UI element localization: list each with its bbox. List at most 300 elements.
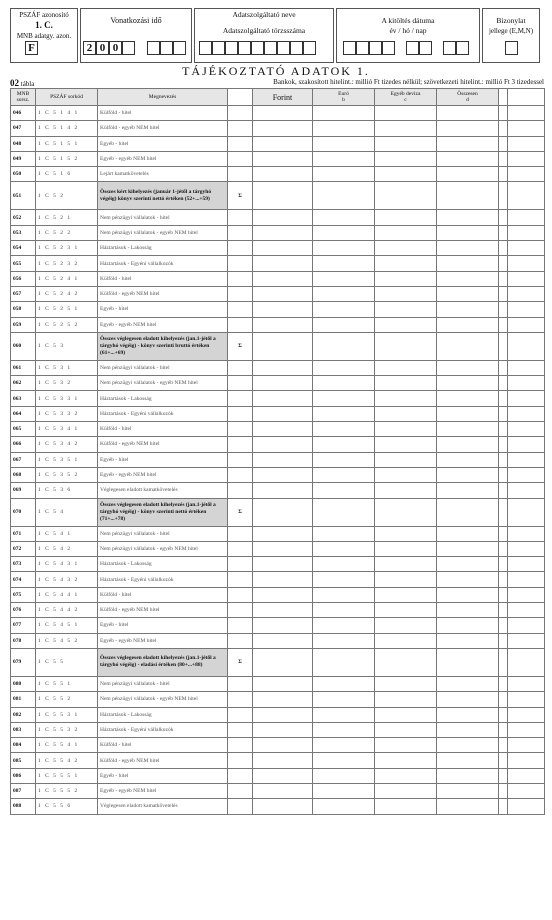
total-value-cell[interactable] xyxy=(437,391,499,406)
forint-value-cell[interactable] xyxy=(253,241,313,256)
extra-value-cell[interactable] xyxy=(508,707,545,722)
forint-value-cell[interactable] xyxy=(253,360,313,375)
row-code: 069 xyxy=(11,483,36,498)
extra-value-cell[interactable] xyxy=(508,783,545,798)
other-currency-value-cell[interactable] xyxy=(375,452,437,467)
euro-value-cell[interactable] xyxy=(313,753,375,768)
euro-value-cell[interactable] xyxy=(313,738,375,753)
total-value-cell[interactable] xyxy=(437,452,499,467)
row-description: Háztartások - Lakosság xyxy=(98,391,228,406)
total-value-cell[interactable] xyxy=(437,692,499,707)
row-gap xyxy=(228,422,253,437)
other-currency-value-cell[interactable] xyxy=(375,136,437,151)
total-value-cell[interactable] xyxy=(437,541,499,556)
date-digit[interactable] xyxy=(343,41,356,55)
extra-value-cell[interactable] xyxy=(508,692,545,707)
table-row xyxy=(11,467,545,482)
extra-value-cell[interactable] xyxy=(508,738,545,753)
table-row xyxy=(11,483,545,498)
date-digit[interactable] xyxy=(443,41,456,55)
extra-value-cell[interactable] xyxy=(508,182,545,210)
forint-value-cell[interactable] xyxy=(253,182,313,210)
euro-value-cell[interactable] xyxy=(313,676,375,691)
row-description: Egyéb - hitel xyxy=(98,768,228,783)
total-value-cell[interactable] xyxy=(437,738,499,753)
extra-value-cell[interactable] xyxy=(508,271,545,286)
euro-value-cell[interactable] xyxy=(313,271,375,286)
other-currency-value-cell[interactable] xyxy=(375,121,437,136)
extra-value-cell[interactable] xyxy=(508,286,545,301)
extra-value-cell[interactable] xyxy=(508,225,545,240)
euro-value-cell[interactable] xyxy=(313,121,375,136)
other-currency-value-cell[interactable] xyxy=(375,332,437,360)
total-value-cell[interactable] xyxy=(437,483,499,498)
table-row xyxy=(11,210,545,225)
total-value-cell[interactable] xyxy=(437,722,499,737)
other-currency-value-cell[interactable] xyxy=(375,406,437,421)
row-pszaf-code: 1 C 5 3 5 2 xyxy=(36,467,98,482)
mnb-id-field[interactable]: F xyxy=(25,41,38,55)
other-currency-value-cell[interactable] xyxy=(375,648,437,676)
extra-value-cell[interactable] xyxy=(508,467,545,482)
total-value-cell[interactable] xyxy=(437,572,499,587)
total-value-cell[interactable] xyxy=(437,406,499,421)
euro-value-cell[interactable] xyxy=(313,106,375,121)
row-spacer xyxy=(499,121,508,136)
total-value-cell[interactable] xyxy=(437,676,499,691)
other-currency-value-cell[interactable] xyxy=(375,753,437,768)
date-digit[interactable] xyxy=(456,41,469,55)
date-digit[interactable] xyxy=(369,41,382,55)
forint-value-cell[interactable] xyxy=(253,376,313,391)
total-value-cell[interactable] xyxy=(437,603,499,618)
date-digit[interactable] xyxy=(419,41,432,55)
euro-value-cell[interactable] xyxy=(313,707,375,722)
euro-value-cell[interactable] xyxy=(313,302,375,317)
euro-value-cell[interactable] xyxy=(313,768,375,783)
euro-value-cell[interactable] xyxy=(313,633,375,648)
euro-value-cell[interactable] xyxy=(313,541,375,556)
row-description: Nem pénzügyi vállalatok - egyéb NEM hitel xyxy=(98,225,228,240)
extra-value-cell[interactable] xyxy=(508,391,545,406)
euro-value-cell[interactable] xyxy=(313,572,375,587)
extra-value-cell[interactable] xyxy=(508,406,545,421)
euro-value-cell[interactable] xyxy=(313,557,375,572)
date-digit[interactable] xyxy=(382,41,395,55)
forint-value-cell[interactable] xyxy=(253,106,313,121)
row-gap xyxy=(228,241,253,256)
total-value-cell[interactable] xyxy=(437,437,499,452)
other-currency-value-cell[interactable] xyxy=(375,167,437,182)
row-spacer xyxy=(499,498,508,526)
forint-value-cell[interactable] xyxy=(253,391,313,406)
extra-value-cell[interactable] xyxy=(508,256,545,271)
forint-value-cell[interactable] xyxy=(253,753,313,768)
forint-value-cell[interactable] xyxy=(253,707,313,722)
col-other-label: Egyéb deviza xyxy=(390,91,421,97)
other-currency-value-cell[interactable] xyxy=(375,467,437,482)
row-code: 056 xyxy=(11,271,36,286)
forint-value-cell[interactable] xyxy=(253,121,313,136)
euro-value-cell[interactable] xyxy=(313,467,375,482)
forint-value-cell[interactable] xyxy=(253,783,313,798)
extra-value-cell[interactable] xyxy=(508,302,545,317)
provider-reg-cells xyxy=(199,41,316,59)
other-currency-value-cell[interactable] xyxy=(375,557,437,572)
other-currency-value-cell[interactable] xyxy=(375,271,437,286)
total-value-cell[interactable] xyxy=(437,422,499,437)
total-value-cell[interactable] xyxy=(437,799,499,814)
reg-digit[interactable] xyxy=(264,41,277,55)
forint-value-cell[interactable] xyxy=(253,799,313,814)
forint-value-cell[interactable] xyxy=(253,422,313,437)
forint-value-cell[interactable] xyxy=(253,618,313,633)
euro-value-cell[interactable] xyxy=(313,136,375,151)
other-currency-value-cell[interactable] xyxy=(375,286,437,301)
extra-value-cell[interactable] xyxy=(508,541,545,556)
forint-value-cell[interactable] xyxy=(253,722,313,737)
euro-value-cell[interactable] xyxy=(313,225,375,240)
row-gap xyxy=(228,376,253,391)
other-currency-value-cell[interactable] xyxy=(375,707,437,722)
other-currency-value-cell[interactable] xyxy=(375,692,437,707)
table-row xyxy=(11,376,545,391)
euro-value-cell[interactable] xyxy=(313,799,375,814)
col-euro-letter: b xyxy=(342,97,345,103)
total-value-cell[interactable] xyxy=(437,317,499,332)
total-value-cell[interactable] xyxy=(437,302,499,317)
extra-value-cell[interactable] xyxy=(508,452,545,467)
row-gap xyxy=(228,572,253,587)
total-value-cell[interactable] xyxy=(437,106,499,121)
row-code: 057 xyxy=(11,286,36,301)
other-currency-value-cell[interactable] xyxy=(375,572,437,587)
extra-value-cell[interactable] xyxy=(508,572,545,587)
table-row xyxy=(11,182,545,210)
total-value-cell[interactable] xyxy=(437,783,499,798)
row-description: Külföld - egyéb NEM hitel xyxy=(98,121,228,136)
row-code: 061 xyxy=(11,360,36,375)
row-code: 053 xyxy=(11,225,36,240)
forint-value-cell[interactable] xyxy=(253,603,313,618)
forint-value-cell[interactable] xyxy=(253,452,313,467)
euro-value-cell[interactable] xyxy=(313,452,375,467)
other-currency-value-cell[interactable] xyxy=(375,360,437,375)
euro-value-cell[interactable] xyxy=(313,182,375,210)
total-value-cell[interactable] xyxy=(437,286,499,301)
total-value-cell[interactable] xyxy=(437,768,499,783)
total-value-cell[interactable] xyxy=(437,121,499,136)
forint-value-cell[interactable] xyxy=(253,136,313,151)
euro-value-cell[interactable] xyxy=(313,692,375,707)
euro-value-cell[interactable] xyxy=(313,422,375,437)
table-row xyxy=(11,526,545,541)
other-currency-value-cell[interactable] xyxy=(375,182,437,210)
forint-value-cell[interactable] xyxy=(253,557,313,572)
other-currency-value-cell[interactable] xyxy=(375,106,437,121)
other-currency-value-cell[interactable] xyxy=(375,633,437,648)
extra-value-cell[interactable] xyxy=(508,498,545,526)
total-value-cell[interactable] xyxy=(437,587,499,602)
extra-value-cell[interactable] xyxy=(508,317,545,332)
euro-value-cell[interactable] xyxy=(313,241,375,256)
reg-digit[interactable] xyxy=(212,41,225,55)
extra-value-cell[interactable] xyxy=(508,722,545,737)
reg-digit[interactable] xyxy=(277,41,290,55)
extra-value-cell[interactable] xyxy=(508,618,545,633)
other-currency-value-cell[interactable] xyxy=(375,768,437,783)
row-gap xyxy=(228,753,253,768)
extra-value-cell[interactable] xyxy=(508,376,545,391)
col-extra xyxy=(508,89,545,106)
extra-value-cell[interactable] xyxy=(508,332,545,360)
date-digit[interactable] xyxy=(356,41,369,55)
other-currency-value-cell[interactable] xyxy=(375,799,437,814)
euro-value-cell[interactable] xyxy=(313,151,375,166)
row-pszaf-code: 1 C 5 5 xyxy=(36,648,98,676)
forint-value-cell[interactable] xyxy=(253,692,313,707)
forint-value-cell[interactable] xyxy=(253,151,313,166)
other-currency-value-cell[interactable] xyxy=(375,618,437,633)
euro-value-cell[interactable] xyxy=(313,498,375,526)
forint-value-cell[interactable] xyxy=(253,633,313,648)
extra-value-cell[interactable] xyxy=(508,648,545,676)
period-digit[interactable] xyxy=(122,41,135,55)
total-value-cell[interactable] xyxy=(437,241,499,256)
euro-value-cell[interactable] xyxy=(313,286,375,301)
euro-value-cell[interactable] xyxy=(313,648,375,676)
forint-value-cell[interactable] xyxy=(253,437,313,452)
forint-value-cell[interactable] xyxy=(253,317,313,332)
total-value-cell[interactable] xyxy=(437,167,499,182)
total-value-cell[interactable] xyxy=(437,210,499,225)
euro-value-cell[interactable] xyxy=(313,437,375,452)
period-digit[interactable]: 2 xyxy=(83,41,96,55)
table-row xyxy=(11,498,545,526)
extra-value-cell[interactable] xyxy=(508,167,545,182)
row-code: 051 xyxy=(11,182,36,210)
table-row xyxy=(11,225,545,240)
forint-value-cell[interactable] xyxy=(253,286,313,301)
extra-value-cell[interactable] xyxy=(508,526,545,541)
total-value-cell[interactable] xyxy=(437,633,499,648)
table-row xyxy=(11,332,545,360)
euro-value-cell[interactable] xyxy=(313,256,375,271)
row-spacer xyxy=(499,483,508,498)
other-currency-value-cell[interactable] xyxy=(375,526,437,541)
table-row xyxy=(11,360,545,375)
row-spacer xyxy=(499,225,508,240)
forint-value-cell[interactable] xyxy=(253,498,313,526)
other-currency-value-cell[interactable] xyxy=(375,317,437,332)
period-digit[interactable] xyxy=(147,41,160,55)
total-value-cell[interactable] xyxy=(437,256,499,271)
extra-value-cell[interactable] xyxy=(508,557,545,572)
period-digit[interactable] xyxy=(160,41,173,55)
other-currency-value-cell[interactable] xyxy=(375,302,437,317)
row-pszaf-code: 1 C 5 3 xyxy=(36,332,98,360)
total-value-cell[interactable] xyxy=(437,618,499,633)
other-currency-value-cell[interactable] xyxy=(375,391,437,406)
row-code: 085 xyxy=(11,753,36,768)
total-value-cell[interactable] xyxy=(437,225,499,240)
forint-value-cell[interactable] xyxy=(253,167,313,182)
other-currency-value-cell[interactable] xyxy=(375,210,437,225)
row-description: Külföld - egyéb NEM hitel xyxy=(98,753,228,768)
extra-value-cell[interactable] xyxy=(508,437,545,452)
extra-value-cell[interactable] xyxy=(508,753,545,768)
extra-value-cell[interactable] xyxy=(508,241,545,256)
row-gap xyxy=(228,437,253,452)
row-description: Egyéb - hitel xyxy=(98,452,228,467)
other-currency-value-cell[interactable] xyxy=(375,676,437,691)
extra-value-cell[interactable] xyxy=(508,121,545,136)
period-digit[interactable]: 0 xyxy=(96,41,109,55)
total-value-cell[interactable] xyxy=(437,467,499,482)
extra-value-cell[interactable] xyxy=(508,106,545,121)
euro-value-cell[interactable] xyxy=(313,332,375,360)
other-currency-value-cell[interactable] xyxy=(375,541,437,556)
forint-value-cell[interactable] xyxy=(253,302,313,317)
total-value-cell[interactable] xyxy=(437,136,499,151)
euro-value-cell[interactable] xyxy=(313,783,375,798)
row-description: Külföld - egyéb NEM hitel xyxy=(98,437,228,452)
euro-value-cell[interactable] xyxy=(313,526,375,541)
euro-value-cell[interactable] xyxy=(313,722,375,737)
table-row xyxy=(11,799,545,814)
extra-value-cell[interactable] xyxy=(508,483,545,498)
other-currency-value-cell[interactable] xyxy=(375,587,437,602)
forint-value-cell[interactable] xyxy=(253,768,313,783)
row-pszaf-code: 1 C 5 2 3 1 xyxy=(36,241,98,256)
other-currency-value-cell[interactable] xyxy=(375,738,437,753)
date-digit[interactable] xyxy=(406,41,419,55)
total-value-cell[interactable] xyxy=(437,648,499,676)
reg-digit[interactable] xyxy=(290,41,303,55)
total-value-cell[interactable] xyxy=(437,753,499,768)
forint-value-cell[interactable] xyxy=(253,738,313,753)
reg-digit[interactable] xyxy=(199,41,212,55)
other-currency-value-cell[interactable] xyxy=(375,225,437,240)
extra-value-cell[interactable] xyxy=(508,210,545,225)
other-currency-value-cell[interactable] xyxy=(375,256,437,271)
row-spacer xyxy=(499,707,508,722)
forint-value-cell[interactable] xyxy=(253,271,313,286)
other-currency-value-cell[interactable] xyxy=(375,241,437,256)
total-value-cell[interactable] xyxy=(437,526,499,541)
reg-digit[interactable] xyxy=(238,41,251,55)
euro-value-cell[interactable] xyxy=(313,603,375,618)
total-value-cell[interactable] xyxy=(437,498,499,526)
forint-value-cell[interactable] xyxy=(253,332,313,360)
other-currency-value-cell[interactable] xyxy=(375,603,437,618)
period-digit[interactable]: 0 xyxy=(109,41,122,55)
forint-value-cell[interactable] xyxy=(253,676,313,691)
other-currency-value-cell[interactable] xyxy=(375,437,437,452)
total-value-cell[interactable] xyxy=(437,271,499,286)
row-code: 084 xyxy=(11,738,36,753)
forint-value-cell[interactable] xyxy=(253,526,313,541)
total-value-cell[interactable] xyxy=(437,360,499,375)
total-value-cell[interactable] xyxy=(437,151,499,166)
row-description: Nem pénzügyi vállalatok - egyéb NEM hitel xyxy=(98,376,228,391)
table-row xyxy=(11,151,545,166)
row-spacer xyxy=(499,182,508,210)
period-digit[interactable] xyxy=(173,41,186,55)
forint-value-cell[interactable] xyxy=(253,210,313,225)
euro-value-cell[interactable] xyxy=(313,376,375,391)
euro-value-cell[interactable] xyxy=(313,406,375,421)
total-value-cell[interactable] xyxy=(437,182,499,210)
forint-value-cell[interactable] xyxy=(253,256,313,271)
extra-value-cell[interactable] xyxy=(508,768,545,783)
reg-digit[interactable] xyxy=(251,41,264,55)
euro-value-cell[interactable] xyxy=(313,618,375,633)
forint-value-cell[interactable] xyxy=(253,467,313,482)
row-code: 077 xyxy=(11,618,36,633)
forint-value-cell[interactable] xyxy=(253,225,313,240)
doc-type-field[interactable] xyxy=(505,41,518,55)
other-currency-value-cell[interactable] xyxy=(375,483,437,498)
extra-value-cell[interactable] xyxy=(508,633,545,648)
euro-value-cell[interactable] xyxy=(313,210,375,225)
row-code: 067 xyxy=(11,452,36,467)
row-code: 080 xyxy=(11,676,36,691)
extra-value-cell[interactable] xyxy=(508,587,545,602)
extra-value-cell[interactable] xyxy=(508,676,545,691)
row-spacer xyxy=(499,633,508,648)
forint-value-cell[interactable] xyxy=(253,483,313,498)
extra-value-cell[interactable] xyxy=(508,799,545,814)
euro-value-cell[interactable] xyxy=(313,587,375,602)
forint-value-cell[interactable] xyxy=(253,648,313,676)
forint-value-cell[interactable] xyxy=(253,406,313,421)
total-value-cell[interactable] xyxy=(437,376,499,391)
euro-value-cell[interactable] xyxy=(313,167,375,182)
row-pszaf-code: 1 C 5 3 3 2 xyxy=(36,406,98,421)
other-currency-value-cell[interactable] xyxy=(375,422,437,437)
forint-value-cell[interactable] xyxy=(253,572,313,587)
forint-value-cell[interactable] xyxy=(253,541,313,556)
extra-value-cell[interactable] xyxy=(508,603,545,618)
euro-value-cell[interactable] xyxy=(313,360,375,375)
total-value-cell[interactable] xyxy=(437,557,499,572)
reg-digit[interactable] xyxy=(303,41,316,55)
extra-value-cell[interactable] xyxy=(508,151,545,166)
table-header xyxy=(11,89,545,106)
other-currency-value-cell[interactable] xyxy=(375,722,437,737)
extra-value-cell[interactable] xyxy=(508,136,545,151)
other-currency-value-cell[interactable] xyxy=(375,498,437,526)
other-currency-value-cell[interactable] xyxy=(375,376,437,391)
other-currency-value-cell[interactable] xyxy=(375,151,437,166)
row-code: 068 xyxy=(11,467,36,482)
row-code: 062 xyxy=(11,376,36,391)
row-description: Háztartások - Egyéni vállalkozók xyxy=(98,572,228,587)
total-value-cell[interactable] xyxy=(437,707,499,722)
row-spacer xyxy=(499,167,508,182)
euro-value-cell[interactable] xyxy=(313,317,375,332)
row-gap xyxy=(228,286,253,301)
extra-value-cell[interactable] xyxy=(508,422,545,437)
euro-value-cell[interactable] xyxy=(313,483,375,498)
euro-value-cell[interactable] xyxy=(313,391,375,406)
extra-value-cell[interactable] xyxy=(508,360,545,375)
reg-digit[interactable] xyxy=(225,41,238,55)
other-currency-value-cell[interactable] xyxy=(375,783,437,798)
total-value-cell[interactable] xyxy=(437,332,499,360)
forint-value-cell[interactable] xyxy=(253,587,313,602)
